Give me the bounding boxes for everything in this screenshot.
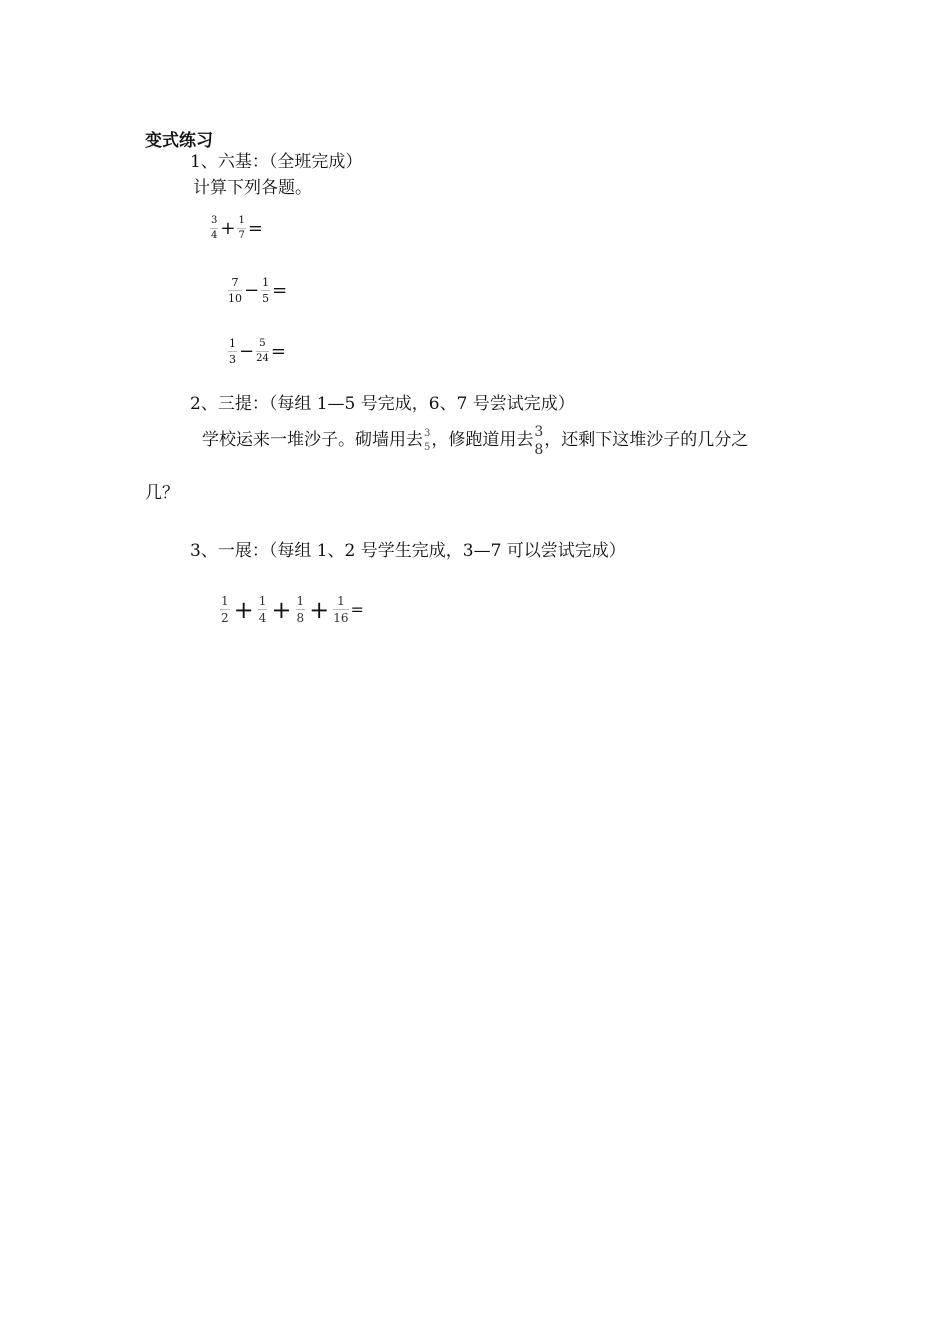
- fraction: $\frac{1}{4}$: [258, 594, 267, 625]
- expression-3: [228, 338, 286, 365]
- fraction: $\frac{1}{3}$: [229, 337, 236, 366]
- fraction: 3 5: [424, 427, 431, 453]
- fraction: $\frac{1}{16}$: [333, 594, 349, 625]
- section2-problem: [202, 418, 748, 462]
- plus-sign: +: [309, 595, 330, 624]
- plus-sign: +: [220, 218, 236, 239]
- expression-4: [220, 595, 364, 624]
- fraction: $\frac{3}{4}$: [211, 215, 218, 241]
- equals-sign: =: [272, 280, 288, 301]
- minus-sign: −: [244, 280, 260, 301]
- fraction: $\frac{5}{24}$: [256, 338, 269, 364]
- plus-sign: +: [233, 595, 254, 624]
- problem-text: 学校运来一堆沙子。砌墙用去: [202, 430, 423, 450]
- expression-1: [210, 216, 263, 241]
- problem-text: ，还剩下这堆沙子的几分之: [544, 430, 749, 450]
- fraction: $\frac{1}{2}$: [221, 594, 229, 625]
- expression-2: [228, 277, 287, 304]
- equals-sign: =: [247, 218, 263, 239]
- minus-sign: −: [239, 341, 255, 362]
- section3-heading: 3、一展：（每组 1、2 号学生完成，3—7 可以尝试完成）: [190, 541, 626, 561]
- fraction: $\frac{1}{7}$: [238, 215, 245, 241]
- fraction: $\frac{1}{8}$: [296, 594, 305, 625]
- section1-heading: 1、六基：（全班完成）: [190, 152, 363, 172]
- fraction: $\frac{7}{10}$: [228, 276, 242, 305]
- section2-heading: 2、三提：（每组 1—5 号完成，6、7 号尝试完成）: [190, 394, 575, 414]
- fraction: $\frac{1}{5}$: [262, 276, 270, 305]
- section1-instruction: 计算下列各题。: [193, 178, 312, 198]
- equals-sign: =: [270, 341, 286, 362]
- problem-text: ，修跑道用去: [431, 430, 534, 450]
- plus-sign: +: [271, 595, 292, 624]
- section2-problem-continuation: 几？: [145, 483, 179, 503]
- fraction: 3 8: [534, 423, 544, 458]
- equals-sign: =: [350, 600, 364, 619]
- page-title: 变式练习: [145, 131, 213, 151]
